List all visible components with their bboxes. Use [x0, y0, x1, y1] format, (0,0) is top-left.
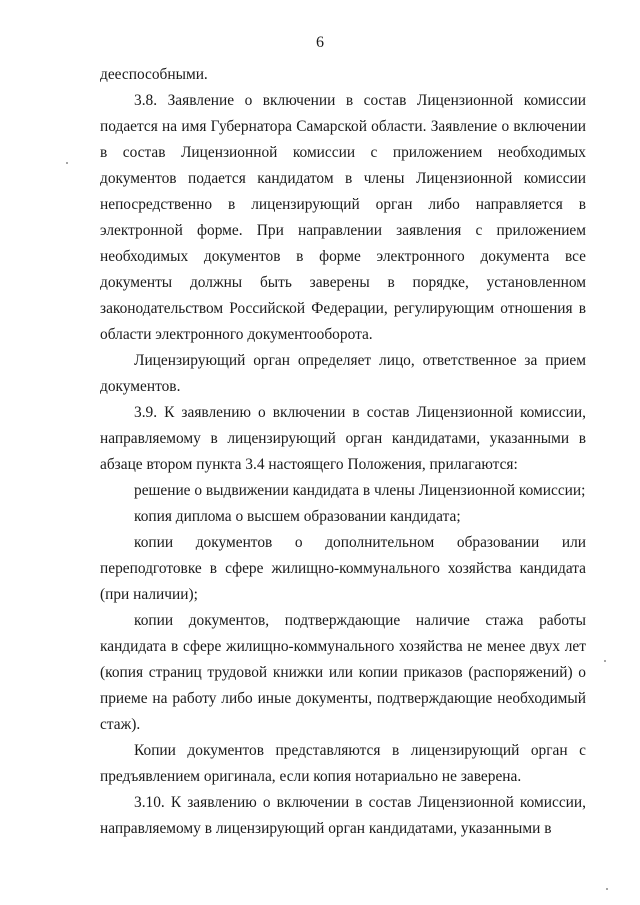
paragraph-3-8: 3.8. Заявление о включении в состав Лицензионной комиссии подается на имя Губернатора Самарской области. Заявление о включении в состав Лицензионной комиссии с приложением необходимых документов подается кандидатом в члены Лицензионной комиссии непосредственно в лицензирующий орган либо направляется в электронной форме. При направлении заявления с приложением необходимых документов в форме электронного документа все документы должны быть заверены в порядке, установленном законодательством Российской Федерации, регулирующим отношения в области электронного документооборота. — [100, 92, 586, 343]
scan-speck — [604, 660, 606, 662]
paragraph-3-10: 3.10. К заявлению о включении в состав Лицензионной комиссии, направляемому в лицензирующий орган кандидатами, указанными в — [100, 794, 586, 837]
document-body — [100, 62, 586, 842]
paragraph-responsible-person: Лицензирующий орган определяет лицо, ответственное за прием документов. — [100, 352, 586, 395]
page-number: 6 — [316, 34, 324, 51]
list-item-diploma: копия диплома о высшем образовании кандидата; — [134, 508, 461, 525]
list-item-decision: решение о выдвижении кандидата в члены Лицензионной комиссии; — [134, 482, 586, 499]
paragraph-3-9: 3.9. К заявлению о включении в состав Лицензионной комиссии, направляемому в лицензирующий орган кандидатами, указанными в абзаце втором пункта 3.4 настоящего Положения, прилагаются: — [100, 404, 586, 473]
scan-speck — [606, 888, 608, 890]
paragraph-copies-original: Копии документов представляются в лицензирующий орган с предъявлением оригинала, если копия нотариально не заверена. — [100, 742, 586, 785]
list-item-additional-education: копии документов о дополнительном образовании или переподготовке в сфере жилищно-коммунального хозяйства кандидата (при наличии); — [100, 534, 586, 603]
list-item-work-experience: копии документов, подтверждающие наличие стажа работы кандидата в сфере жилищно-коммунального хозяйства не менее двух лет (копия страниц трудовой книжки или копии приказов (распоряжений) о приеме на работу либо иные документы, подтверждающие необходимый стаж). — [100, 612, 586, 733]
scan-speck — [66, 162, 68, 164]
paragraph-continuation: дееспособными. — [100, 66, 208, 83]
